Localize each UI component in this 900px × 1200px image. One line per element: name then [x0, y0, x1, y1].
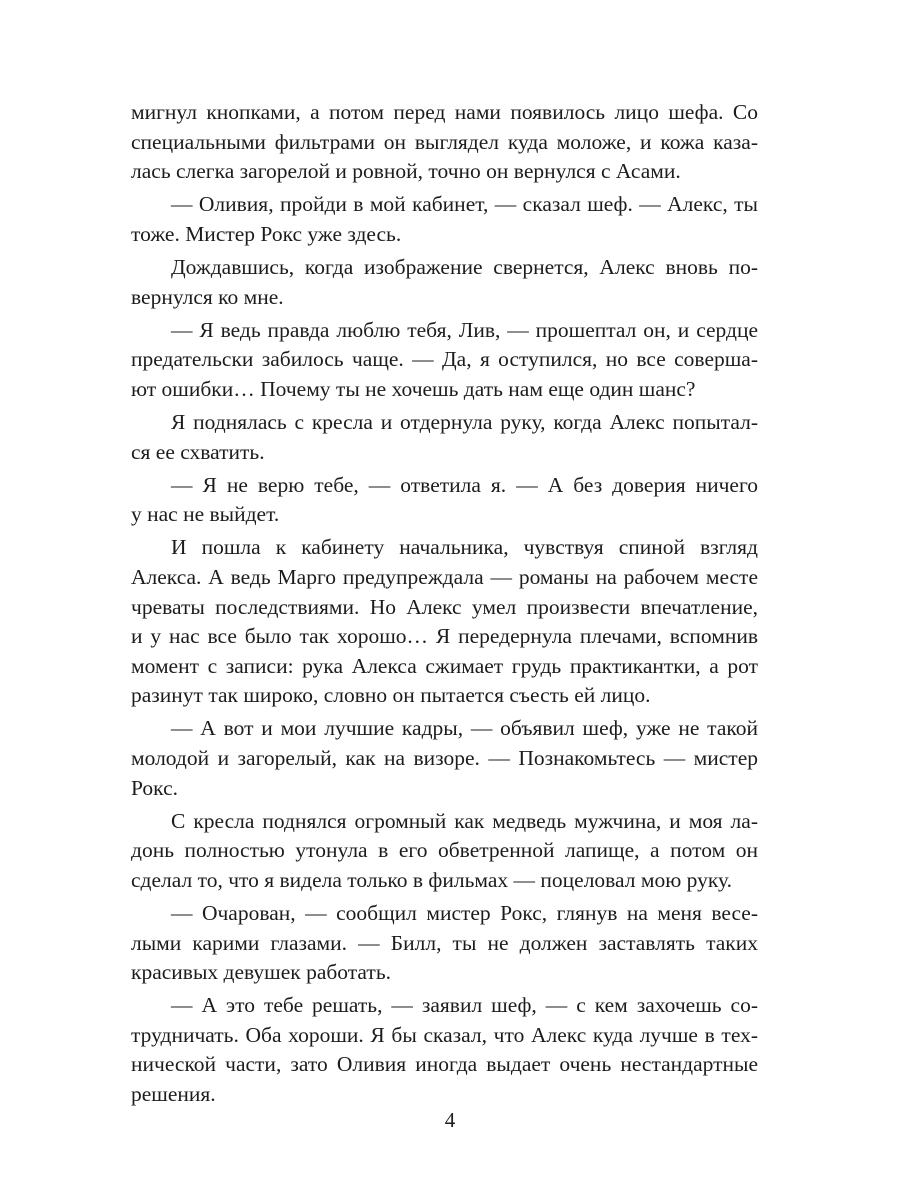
paragraph: [131, 253, 758, 312]
paragraph: [131, 98, 758, 187]
text-line: Дождавшись, когда изображение свернется, Алекс вновь по-: [171, 254, 758, 279]
text-line: Алекса. А ведь Марго предупреждала — романы на рабочем месте: [131, 564, 758, 589]
paragraph: [131, 533, 758, 711]
text-line: — Очарован, — сообщил мистер Рокс, глянув на меня весе-: [171, 900, 758, 925]
text-line: Рокс.: [131, 775, 178, 800]
text-line: и у нас все было так хорошо… Я передернула плечами, вспомнив: [131, 624, 758, 649]
text-line: ся ее схватить.: [131, 439, 265, 464]
paragraph: [131, 899, 758, 988]
text-line: лыми карими глазами. — Билл, ты не должен заставлять таких: [131, 930, 758, 955]
text-line: специальными фильтрами он выглядел куда моложе, и кожа каза-: [131, 129, 758, 154]
paragraph: [131, 408, 758, 467]
text-line: — Я не верю тебе, — ответила я. — А без доверия ничего: [171, 472, 758, 497]
paragraph: [131, 991, 758, 1109]
paragraph: [131, 714, 758, 803]
text-line: нической части, зато Оливия иногда выдает очень нестандартные: [131, 1052, 758, 1077]
text-line: — Оливия, пройди в мой кабинет, — сказал шеф. — Алекс, ты: [171, 192, 758, 217]
text-line: момент с записи: рука Алекса сжимает грудь практикантки, а рот: [131, 653, 758, 678]
page-number: 4: [444, 1108, 456, 1132]
text-line: — А вот и мои лучшие кадры, — объявил шеф, уже не такой: [171, 716, 758, 741]
text-line: ют ошибки… Почему ты не хочешь дать нам еще один шанс?: [131, 376, 696, 401]
paragraph: [131, 190, 758, 249]
text-line: — А это тебе решать, — заявил шеф, — с кем захочешь со-: [171, 993, 758, 1018]
text-line: красивых девушек работать.: [131, 960, 391, 985]
text-line: — Я ведь правда люблю тебя, Лив, — прошептал он, и сердце: [171, 317, 758, 342]
text-line: вернулся ко мне.: [131, 284, 284, 309]
text-line: чреваты последствиями. Но Алекс умел произвести впечатление,: [131, 594, 758, 619]
paragraph: [131, 316, 758, 405]
paragraph: [131, 807, 758, 896]
text-line: Я поднялась с кресла и отдернула руку, когда Алекс попытал-: [171, 409, 758, 434]
paragraph: [131, 471, 758, 530]
text-line: разинут так широко, словно он пытается съесть ей лицо.: [131, 683, 651, 708]
text-line: трудничать. Оба хороши. Я бы сказал, что Алекс куда лучше в тех-: [131, 1022, 758, 1047]
text-line: лась слегка загорелой и ровной, точно он вернулся с Асами.: [131, 159, 681, 184]
text-line: у нас не выйдет.: [131, 502, 280, 527]
text-line: сделал то, что я видела только в фильмах — поцеловал мою руку.: [131, 867, 733, 892]
text-line: тоже. Мистер Рокс уже здесь.: [131, 221, 402, 246]
text-line: донь полностью утонула в его обветренной лапище, а потом он: [131, 838, 758, 863]
text-line: И пошла к кабинету начальника, чувствуя спиной взгляд: [171, 535, 758, 560]
text-line: С кресла поднялся огромный как медведь мужчина, и моя ла-: [171, 808, 758, 833]
text-line: молодой и загорелый, как на визоре. — Познакомьтесь — мистер: [131, 745, 758, 770]
text-line: решения.: [131, 1082, 216, 1106]
text-line: предательски забилось чаще. — Да, я оступился, но все соверша-: [131, 347, 758, 372]
text-line: мигнул кнопками, а потом перед нами появилось лицо шефа. Со: [131, 100, 758, 124]
body-text: [131, 98, 758, 1113]
